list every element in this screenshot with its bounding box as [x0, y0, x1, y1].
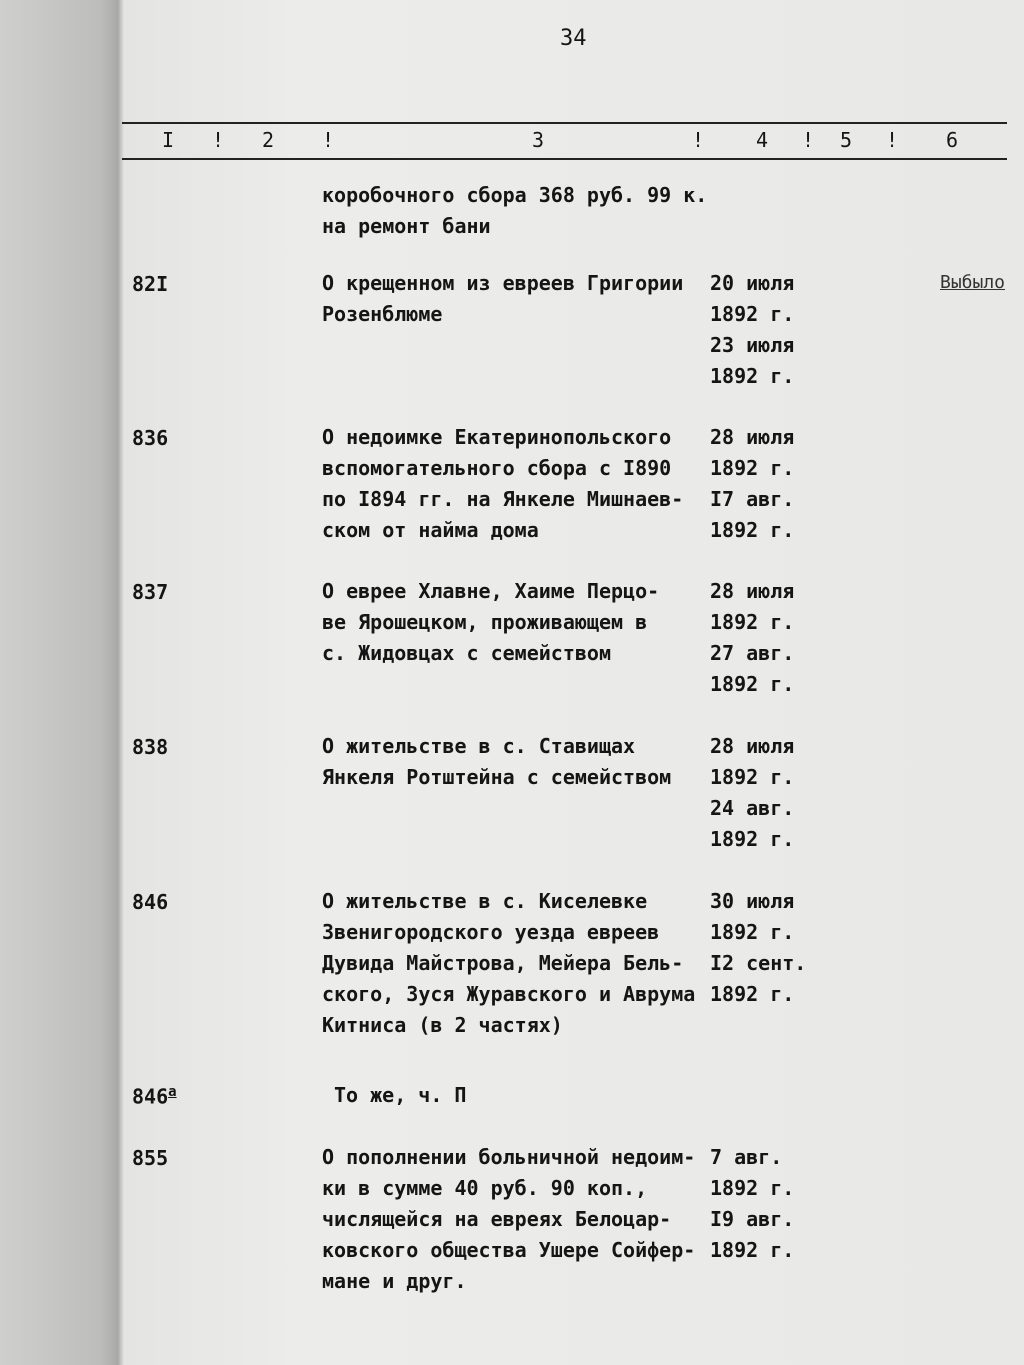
entry-dates: 20 июля 1892 г. 23 июля 1892 г. [710, 271, 795, 388]
col-separator: ! [322, 128, 335, 152]
entry-number: 838 [132, 735, 169, 759]
entry-note: Выбыло [940, 272, 1006, 293]
entry-dates: 30 июля 1892 г. I2 сент. 1892 г. [710, 889, 807, 1006]
col-separator: ! [692, 128, 705, 152]
entry-dates: 28 июля 1892 г. 27 авг. 1892 г. [710, 579, 795, 696]
entry-description: О пополнении больничной недоим- ки в сумме 40 руб. 90 коп., числящейся на евреях Белоцар- ковского общества Ушере Сойфер- мане и друг. [322, 1145, 696, 1293]
entry-description: О недоимке Екатеринопольского вспомогательного сбора с I890 по I894 гг. на Янкеле Мишнаев- ском от найма дома [322, 425, 684, 542]
entry-description: О еврее Хлавне, Хаиме Перцо- ве Ярошецком, проживающем в с. Жидовцах с семейством [322, 579, 660, 665]
col-2-header: 2 [262, 128, 275, 152]
col-separator: ! [802, 128, 815, 152]
entry-dates: 28 июля 1892 г. I7 авг. 1892 г. [710, 425, 795, 542]
entry-number: 836 [132, 426, 169, 450]
col-5-header: 5 [840, 128, 853, 152]
entry-description: О жительстве в с. Киселевке Звенигородского уезда евреев Дувида Майстрова, Мейера Бель- ского, Зуся Журавского и Аврума Китниса (в 2 частях) [322, 889, 696, 1037]
col-separator: ! [212, 128, 225, 152]
entry-description: О жительстве в с. Ставищах Янкеля Ротштейна с семейством [322, 734, 672, 789]
entry-description: О крещенном из евреев Григории Розенблюме [322, 271, 684, 326]
entry-number-superscript: а [168, 1084, 177, 1100]
entry-number: 82I [132, 272, 169, 296]
entry-dates: 28 июля 1892 г. 24 авг. 1892 г. [710, 734, 795, 851]
page-number: 34 [560, 26, 587, 51]
entry-number [132, 1084, 177, 1109]
header-rule-top [122, 122, 1007, 124]
entry-number: 855 [132, 1146, 169, 1170]
col-4-header: 4 [756, 128, 769, 152]
header-rule-bottom [122, 158, 1007, 160]
entry-description: То же, ч. П [334, 1083, 467, 1107]
entry-number: 837 [132, 580, 169, 604]
entry-number-main: 846 [132, 1084, 169, 1109]
entry-number: 846 [132, 890, 169, 914]
col-6-header: 6 [946, 128, 959, 152]
col-1-header: I [162, 128, 175, 152]
entry-description: коробочного сбора 368 руб. 99 к. на ремонт бани [322, 183, 708, 238]
col-3-header: 3 [532, 128, 545, 152]
col-separator: ! [886, 128, 899, 152]
entry-dates: 7 авг. 1892 г. I9 авг. 1892 г. [710, 1145, 795, 1262]
